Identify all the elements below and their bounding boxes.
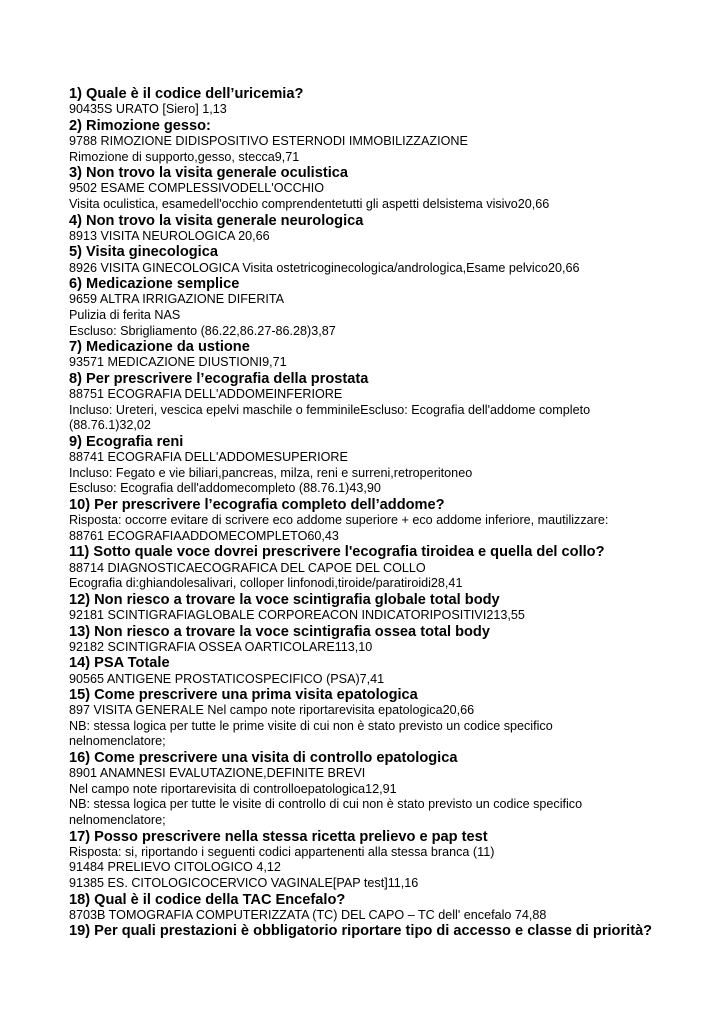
answer-line: Incluso: Fegato e vie biliari,pancreas, milza, reni e surreni,retroperitoneo bbox=[69, 465, 473, 480]
answer-line: 90435S URATO [Siero] 1,13 bbox=[69, 102, 227, 117]
answer-line: NB: stessa logica per tutte le visite di controllo di cui non è stato previsto un codice specifico bbox=[69, 797, 583, 812]
answer-line: 88751 ECOGRAFIA DELL'ADDOMEINFERIORE bbox=[69, 387, 343, 402]
answer-line: 91484 PRELIEVO CITOLOGICO 4,12 bbox=[69, 860, 281, 875]
answer-line: 91385 ES. CITOLOGICOCERVICO VAGINALE[PAP test]11,16 bbox=[69, 876, 419, 891]
answer-line: 9788 RIMOZIONE DIDISPOSITIVO ESTERNODI IMMOBILIZZAZIONE bbox=[69, 134, 468, 148]
question-heading: 15) Come prescrivere una prima visita epatologica bbox=[69, 687, 418, 704]
question-heading: 1) Quale è il codice dell’uricemia? bbox=[69, 86, 304, 102]
question-heading: 10) Per prescrivere l’ecografia completo dell’addome? bbox=[69, 496, 445, 513]
faq-item bbox=[69, 86, 709, 118]
faq-item bbox=[69, 655, 709, 687]
question-heading: 19) Per quali prestazioni è obbligatorio riportare tipo di accesso e classe di priorità? bbox=[69, 923, 653, 940]
question-heading: 11) Sotto quale voce dovrei prescrivere l'ecografia tiroidea e quella del collo? bbox=[69, 544, 605, 561]
question-heading: 8) Per prescrivere l’ecografia della prostata bbox=[69, 370, 369, 387]
faq-item bbox=[69, 339, 709, 371]
question-heading: 16) Come prescrivere una visita di controllo epatologica bbox=[69, 750, 458, 767]
faq-item bbox=[69, 624, 709, 656]
answer-line: Incluso: Ureteri, vescica epelvi maschile o femminileEscluso: Ecografia dell'addome completo bbox=[69, 402, 591, 417]
answer-line: 897 VISITA GENERALE Nel campo note riportarevisita epatologica20,66 bbox=[69, 703, 475, 718]
answer-line: 9659 ALTRA IRRIGAZIONE DIFERITA bbox=[69, 292, 285, 307]
answer-line: 88761 ECOGRAFIAADDOMECOMPLETO60,43 bbox=[69, 528, 339, 543]
question-heading: 4) Non trovo la visita generale neurologica bbox=[69, 212, 364, 229]
answer-line: 8913 VISITA NEUROLOGICA 20,66 bbox=[69, 228, 270, 243]
question-heading: 2) Rimozione gesso: bbox=[69, 117, 211, 134]
faq-item bbox=[69, 497, 709, 544]
faq-item bbox=[69, 213, 709, 245]
answer-line: 8926 VISITA GINECOLOGICA Visita ostetricoginecologica/andrologica,Esame pelvico20,66 bbox=[69, 260, 580, 275]
faq-item bbox=[69, 923, 709, 939]
answer-line: 93571 MEDICAZIONE DIUSTIONI9,71 bbox=[69, 355, 287, 370]
question-heading: 5) Visita ginecologica bbox=[69, 244, 218, 261]
faq-item bbox=[69, 829, 709, 892]
answer-line: Visita oculistica, esamedell'occhio comprendentetutti gli aspetti delsistema visivo20,66 bbox=[69, 196, 550, 211]
answer-line: Nel campo note riportarevisita di controlloepatologica12,91 bbox=[69, 781, 397, 796]
faq-item bbox=[69, 544, 709, 591]
answer-line: 88741 ECOGRAFIA DELL'ADDOMESUPERIORE bbox=[69, 450, 348, 465]
faq-item bbox=[69, 244, 709, 276]
faq-item bbox=[69, 434, 709, 497]
question-heading: 13) Non riesco a trovare la voce scintigrafia ossea total body bbox=[69, 623, 490, 640]
answer-line: nelnomenclatore; bbox=[69, 813, 166, 828]
answer-line: 88714 DIAGNOSTICAECOGRAFICA DEL CAPOE DEL COLLO bbox=[69, 560, 426, 575]
faq-item bbox=[69, 687, 709, 750]
answer-line: 9502 ESAME COMPLESSIVODELL'OCCHIO bbox=[69, 181, 325, 196]
question-heading: 9) Ecografia reni bbox=[69, 433, 184, 450]
answer-line: Risposta: occorre evitare di scrivere eco addome superiore + eco addome inferiore, mautilizzare: bbox=[69, 513, 609, 528]
faq-item bbox=[69, 750, 709, 829]
faq-item bbox=[69, 276, 709, 339]
faq-item bbox=[69, 592, 709, 624]
answer-line: Rimozione di supporto,gesso, stecca9,71 bbox=[69, 149, 300, 164]
faq-item bbox=[69, 371, 709, 434]
answer-line: 8901 ANAMNESI EVALUTAZIONE,DEFINITE BREVI bbox=[69, 766, 366, 781]
question-heading: 3) Non trovo la visita generale oculistica bbox=[69, 165, 348, 182]
answer-line: Ecografia di:ghiandolesalivari, colloper linfonodi,tiroide/paratiroidi28,41 bbox=[69, 576, 463, 591]
answer-line: Escluso: Sbrigliamento (86.22,86.27-86.28)3,87 bbox=[69, 323, 336, 338]
answer-line: 90565 ANTIGENE PROSTATICOSPECIFICO (PSA)7,41 bbox=[69, 671, 385, 686]
question-heading: 14) PSA Totale bbox=[69, 655, 170, 672]
answer-line: (88.76.1)32,02 bbox=[69, 418, 151, 433]
answer-line: 92181 SCINTIGRAFIAGLOBALE CORPOREACON INDICATORIPOSITIVI213,55 bbox=[69, 607, 525, 622]
answer-line: Risposta: si, riportando i seguenti codici appartenenti alla stessa branca (11) bbox=[69, 844, 495, 859]
question-heading: 17) Posso prescrivere nella stessa ricetta prelievo e pap test bbox=[69, 828, 488, 845]
answer-line: 92182 SCINTIGRAFIA OSSEA OARTICOLARE113,10 bbox=[69, 639, 373, 654]
faq-item bbox=[69, 118, 709, 165]
answer-line: 8703B TOMOGRAFIA COMPUTERIZZATA (TC) DEL CAPO – TC dell' encefalo 74,88 bbox=[69, 907, 547, 922]
question-heading: 7) Medicazione da ustione bbox=[69, 339, 250, 356]
answer-line: Pulizia di ferita NAS bbox=[69, 307, 181, 322]
faq-item bbox=[69, 892, 709, 924]
question-heading: 12) Non riesco a trovare la voce scintigrafia globale total body bbox=[69, 591, 500, 608]
answer-line: NB: stessa logica per tutte le prime visite di cui non è stato previsto un codice specifico bbox=[69, 718, 553, 733]
question-heading: 6) Medicazione semplice bbox=[69, 276, 240, 293]
answer-line: nelnomenclatore; bbox=[69, 734, 166, 749]
answer-line: Escluso: Ecografia dell'addomecompleto (88.76.1)43,90 bbox=[69, 481, 381, 496]
question-heading: 18) Qual è il codice della TAC Encefalo? bbox=[69, 891, 346, 908]
document-page bbox=[69, 86, 709, 940]
faq-item bbox=[69, 165, 709, 212]
